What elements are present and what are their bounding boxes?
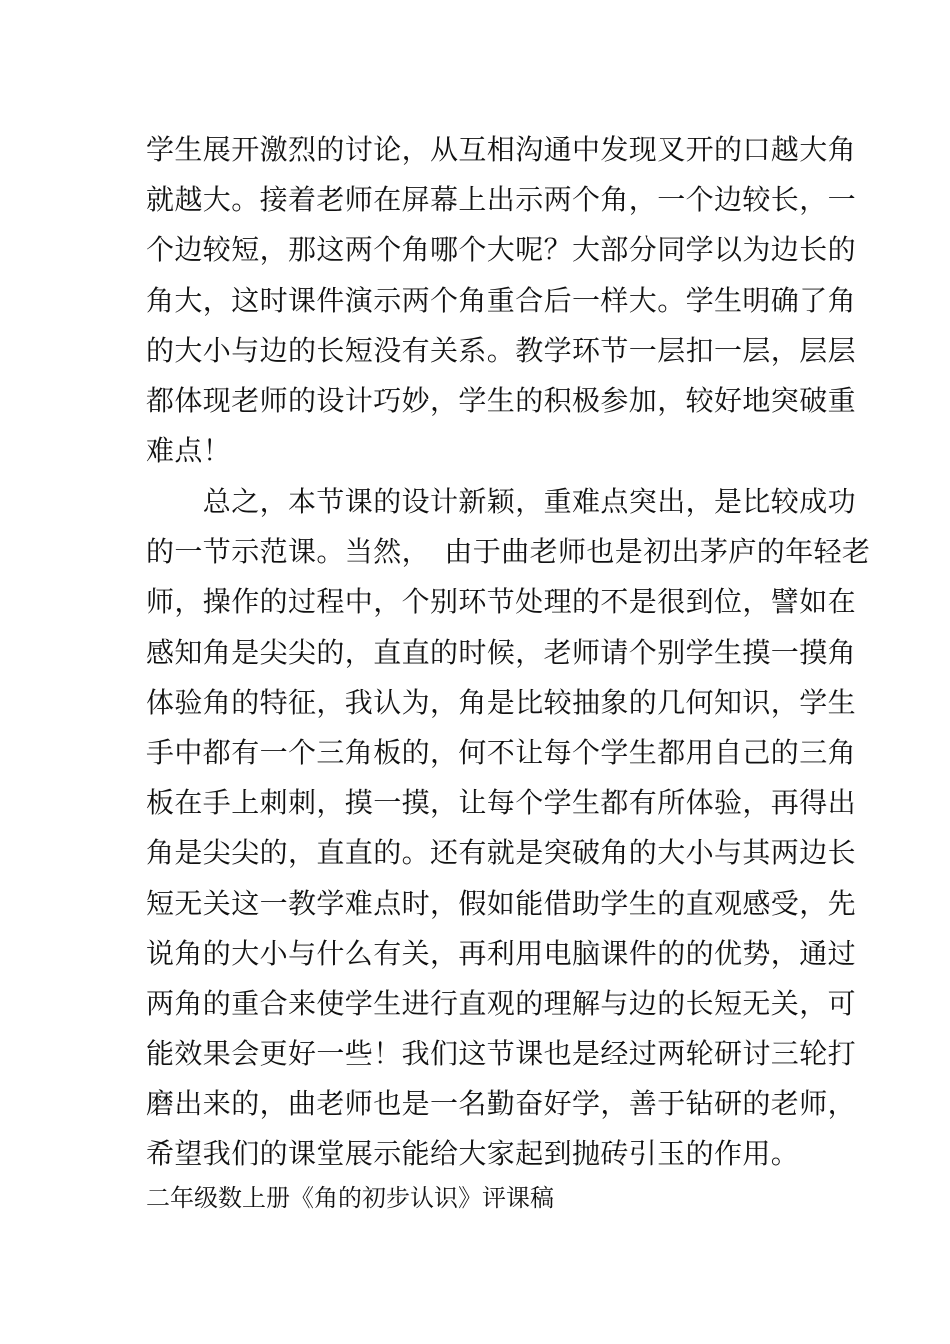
paragraph-line: 磨出来的，曲老师也是一名勤奋好学，善于钻研的老师，: [146, 1087, 857, 1121]
paragraph-line: 师，操作的过程中，个别环节处理的不是很到位，譬如在: [146, 585, 857, 619]
paragraph-line: 短无关这一教学难点时，假如能借助学生的直观感受，先: [146, 886, 857, 920]
paragraph-line: 能效果会更好一些！我们这节课也是经过两轮研讨三轮打: [146, 1037, 857, 1071]
paragraph-line: 体验角的特征，我认为，角是比较抽象的几何知识，学生: [146, 685, 857, 719]
paragraph-line: 两角的重合来使学生进行直观的理解与边的长短无关，可: [146, 986, 857, 1020]
paragraph-line: 学生展开激烈的讨论，从互相沟通中发现叉开的口越大角: [146, 133, 857, 166]
paragraph-line: 角大，这时课件演示两个角重合后一样大。学生明确了角: [146, 283, 857, 317]
paragraph-line: 希望我们的课堂展示能给大家起到抛砖引玉的作用。: [146, 1137, 800, 1171]
paragraph-line: 都体现老师的设计巧妙，学生的积极参加，较好地突破重: [146, 383, 857, 417]
paragraph-line: 板在手上刺刺，摸一摸，让每个学生都有所体验，再得出: [146, 786, 857, 820]
paragraph-2: [146, 477, 871, 1180]
paragraph-line: 个边较短，那这两个角哪个大呢？大部分同学以为边长的: [146, 233, 857, 267]
paragraph-line: 总之，本节课的设计新颖，重难点突出，是比较成功: [146, 485, 857, 518]
paragraph-1: [146, 125, 857, 476]
paragraph-line: 难点！: [146, 434, 232, 468]
paragraph-line: 感知角是尖尖的，直直的时候，老师请个别学生摸一摸角: [146, 635, 857, 669]
paragraph-line: 的一节示范课。当然， 由于曲老师也是初出茅庐的年轻老: [146, 535, 871, 569]
paragraph-line: 手中都有一个三角板的，何不让每个学生都用自己的三角: [146, 735, 857, 769]
paragraph-line: 说角的大小与什么有关，再利用电脑课件的的优势，通过: [146, 936, 857, 970]
paragraph-line: 的大小与边的长短没有关系。教学环节一层扣一层，层层: [146, 333, 857, 367]
paragraph-line: 角是尖尖的，直直的。还有就是突破角的大小与其两边长: [146, 836, 857, 870]
document-title: 二年级数上册《角的初步认识》评课稿: [146, 1184, 554, 1212]
paragraph-line: 就越大。接着老师在屏幕上出示两个角，一个边较长，一: [146, 183, 857, 217]
